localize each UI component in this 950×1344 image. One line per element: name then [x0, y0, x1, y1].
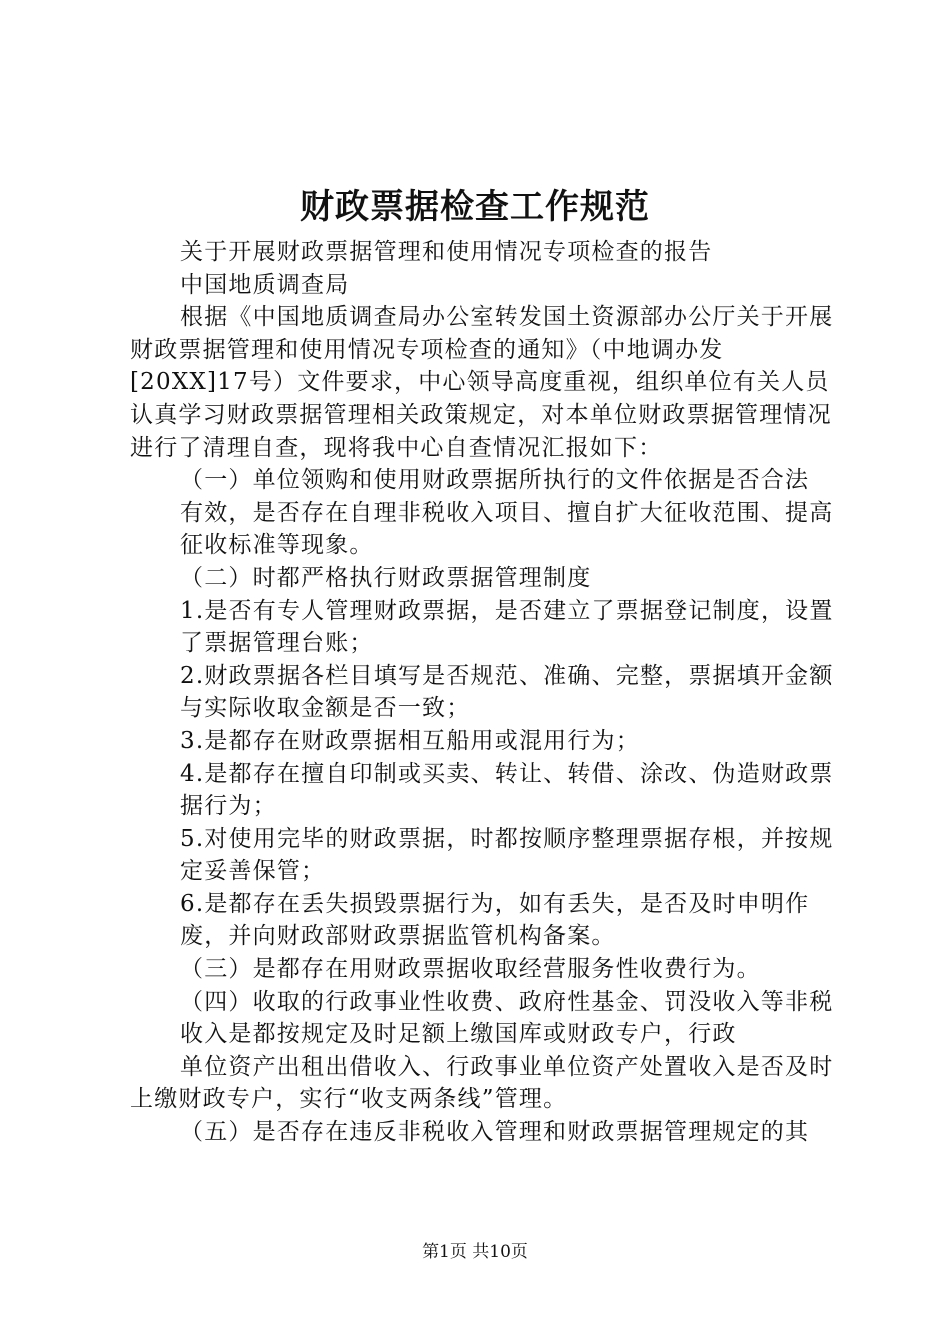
- list-item-6: 6.是都存在丢失损毁票据行为，如有丢失，是否及时申明作废，并向财政部财政票据监管机构备案。: [180, 890, 810, 950]
- report-subject: 关于开展财政票据管理和使用情况专项检查的报告: [180, 239, 713, 265]
- list-item-5: 5.对使用完毕的财政票据，时都按顺序整理票据存根，并按规定妥善保管；: [180, 825, 834, 885]
- section-heading-4: （四）收取的行政事业性收费、政府性基金、罚没收入等非税: [180, 988, 834, 1015]
- section-body-4b: 单位资产出租出借收入、行政事业单位资产处置收入是否及时上缴财政专户，实行“收支两条线”管理。: [130, 1053, 834, 1113]
- list-item-3: 3.是都存在财政票据相互船用或混用行为；: [180, 727, 640, 754]
- section-body-1: 有效，是否存在自理非税收入项目、擅自扩大征收范围、提高征收标准等现象。: [180, 499, 834, 559]
- list-item-4: 4.是都存在擅自印制或买卖、转让、转借、涂改、伪造财政票据行为；: [180, 760, 834, 820]
- section-body-4a: 收入是都按规定及时足额上缴国库或财政专户，行政: [180, 1021, 737, 1048]
- document-body: [130, 236, 835, 1149]
- page-number: 第1页 共10页: [422, 1242, 528, 1262]
- list-item-2: 2.财政票据各栏目填写是否规范、准确、完整，票据填开金额与实际收取金额是否一致；: [180, 662, 834, 722]
- section-heading-2: （二）时都严格执行财政票据管理制度: [180, 564, 592, 591]
- list-item-1: 1.是否有专人管理财政票据，是否建立了票据登记制度，设置了票据管理台账；: [180, 597, 834, 657]
- section-heading-3: （三）是都存在用财政票据收取经营服务性收费行为。: [180, 956, 761, 983]
- section-heading-1: （一）单位领购和使用财政票据所执行的文件依据是否合法: [180, 467, 810, 494]
- section-heading-5: （五）是否存在违反非税收入管理和财政票据管理规定的其: [180, 1119, 810, 1146]
- organization-name: 中国地质调查局: [180, 271, 350, 298]
- document-title: 财政票据检查工作规范: [300, 187, 650, 227]
- intro-paragraph: 根据《中国地质调查局办公室转发国土资源部办公厅关于开展财政票据管理和使用情况专项检查的通知》（中地调办发[20XX]17号）文件要求，中心领导高度重视，组织单位有关人员认真学习财政票据管理相关政策规定，对本单位财政票据管理情况进行了清理自查，现将我中心自查情况汇报如下：: [130, 304, 834, 461]
